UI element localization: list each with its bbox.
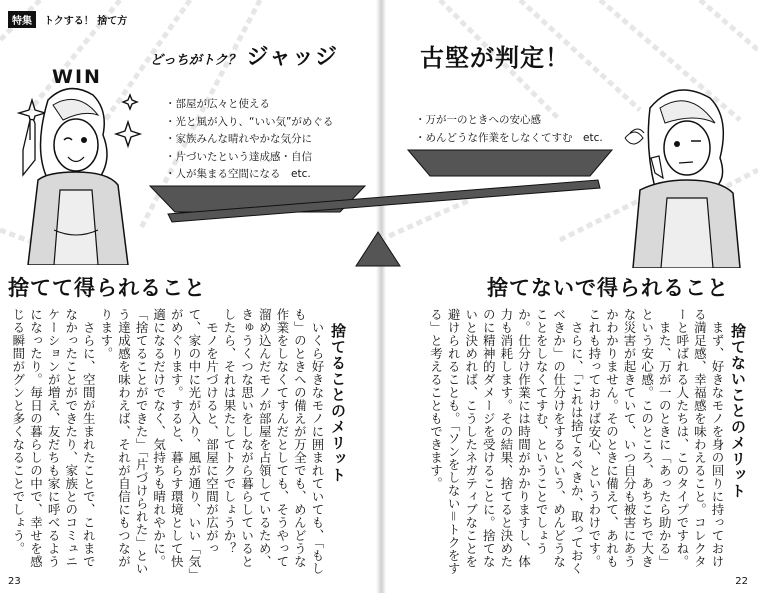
article-paragraph: まず、好きなモノを身の回りに持っておける満足感、幸福感を味わえること。コレクターと呼ばれる人たちは、このタイプですね。 (674, 308, 725, 568)
article-paragraph: モノを片づけると、部屋に空間が広がって、家の中に光が入り、風が通り、いい「気」がめぐります。すると、暮らす環境として快適になるだけでなく、気持ちも晴れやかに。「捨てることができた」「片づけられた」という達成感を味わえば、それが自信にもつながります。 (98, 308, 220, 575)
list-item: ・部屋が広々と使える (165, 98, 270, 110)
section-title-discard: 捨てて得られること (8, 276, 206, 300)
judge-heading: ジャッジ (246, 45, 339, 70)
section-title-keep: 捨てないで得られること (487, 276, 729, 300)
list-item: ・家族みんな晴れやかな気分に (165, 133, 312, 145)
balance-scale (0, 0, 758, 280)
list-item: ・人が集まる空間になる etc. (165, 168, 311, 180)
list-item: ・めんどうな作業をしなくてすむ etc. (415, 131, 603, 144)
verdict-heading: 古堅が判定！ (420, 44, 570, 72)
discard-merit-article (8, 308, 350, 576)
keep-merit-article (420, 308, 750, 576)
keep-merit-heading: 捨てないことのメリット (729, 323, 747, 499)
header-title: トクする！ 捨て方 (44, 16, 128, 27)
judge-question: どっちがトク？ (150, 53, 241, 68)
article-paragraph: いくら好きなモノに囲まれていても、「もしも」のときへの備えが万全でも、めんどうな作業をしなくてすんだとしても、そうやって溜め込んだモノが部屋を占領しているため、きゅうくつな思いをしながら暮らしているとしたら、それは果たしてトクでしょうか？ (222, 308, 325, 575)
article-paragraph: さらに、「これは捨てるべきか、取っておくべきか」の仕分けをするという、めんどうなことをしなくてすむ、ということでしょうか。仕分け作業には時間がかかりますし、体力も消耗します。その結果、捨てると決めたのに精神的ダメージを受けることに。捨てないと決めれば、こうしたネガティブなことを避けられることも。「ソンをしない＝トクをする」と考えることもできます。 (428, 308, 585, 575)
page-number-left: 23 (8, 576, 21, 587)
article-paragraph: また、万が一のときに「あったら助かる」という安心感。このところ、あちこちで大きな災害が起きていて、いつ自分も被害にあうかわかりません。そのときに備えて、あれもこれも持っておけば安心、というわけです。 (586, 308, 673, 568)
list-item: ・光と風が入り、“いい気”がめぐる (165, 115, 334, 128)
page-number-right: 22 (735, 576, 748, 587)
win-label: WIN (52, 66, 102, 88)
article-paragraph: さらに、空間が生まれたことで、これまでなかったことができたり、家族とのコミュニケーションが増え、友だちも家に呼べるようになったり。毎日の暮らしの中で、幸せを感じる瞬間がグンと多くなることでしょう。 (10, 308, 97, 568)
list-item: ・万が一のときへの安心感 (415, 114, 541, 126)
discard-merit-heading: 捨てることのメリット (329, 323, 347, 483)
list-item: ・片づいたという達成感・自信 (165, 150, 312, 163)
header-tag: 特集 (8, 11, 36, 28)
